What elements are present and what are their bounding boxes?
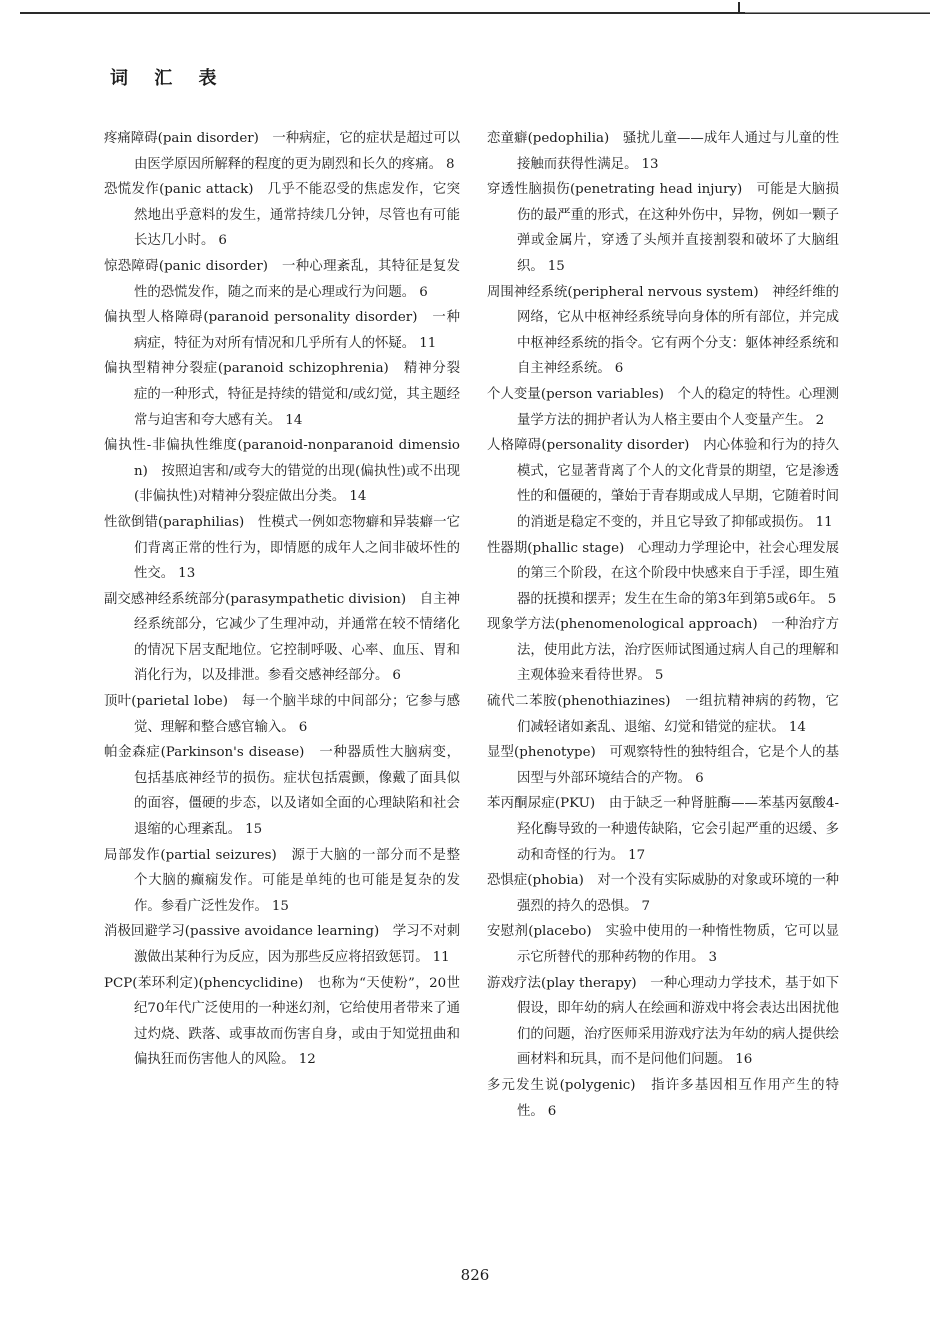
entry-chapter-ref: 12 xyxy=(298,1052,316,1068)
glossary-entry xyxy=(104,126,460,177)
entry-term: 显型(phenotype) xyxy=(487,745,596,761)
entry-definition: 一种病症，特征为对所有情况和几乎所有人的怀疑。 xyxy=(134,310,461,351)
entry-definition: 自主神经系统部分，它减少了生理冲动，并通常在较不情绪化的情况下居支配地位。它控制呼吸、心率、血压、胃和消化行为，以及排泄。参看交感神经部分。 xyxy=(134,591,460,684)
entry-chapter-ref: 6 xyxy=(547,1103,557,1119)
glossary-entry xyxy=(104,433,460,510)
entry-chapter-ref: 11 xyxy=(815,514,833,530)
entry-definition: 可能是大脑损伤的最严重的形式，在这种外伤中，异物，例如一颗子弹或金属片，穿透了头颅并直接割裂和破坏了大脑组织。 xyxy=(517,182,840,274)
entry-chapter-ref: 6 xyxy=(695,770,704,786)
page-number: 826 xyxy=(460,1266,490,1284)
page-title: 词 汇 表 xyxy=(110,68,227,89)
entry-chapter-ref: 16 xyxy=(735,1052,753,1068)
entry-definition: 一组抗精神病的药物，它们减轻诸如紊乱、退缩、幻觉和错觉的症状。 xyxy=(517,694,840,735)
glossary-entry xyxy=(487,868,839,919)
glossary-entry xyxy=(487,971,839,1073)
entry-term: 恋童癖(pedophilia) xyxy=(487,131,610,146)
glossary-entry xyxy=(487,382,839,433)
entry-definition: 心理动力学理论中，社会心理发展的第三个阶段，在这个阶段中快感来自于手淫，即生殖器的抚摸和摆弄；发生在生命的第3年到第5或6年。 xyxy=(517,540,840,607)
entry-chapter-ref: 14 xyxy=(788,719,806,735)
entry-term: 偏执型人格障碍(paranoid personality disorder) xyxy=(104,310,418,326)
entry-definition: 内心体验和行为的持久模式，它显著背离了个人的文化背景的期望，它是渗透性的和僵硬的，肇始于青春期或成人早期，它随着时间的消逝是稳定不变的，并且它导致了抑郁或损伤。 xyxy=(517,438,840,530)
entry-term: 副交感神经系统部分(parasympathetic division) xyxy=(104,591,407,607)
entry-term: 消极回避学习(passive avoidance learning) xyxy=(104,924,380,940)
glossary-entry xyxy=(487,433,839,535)
entry-chapter-ref: 6 xyxy=(218,233,227,249)
entry-definition: 神经纤维的网络，它从中枢神经系统导向身体的所有部位，并完成中枢神经系统的指令。它有两个分支：躯体神经系统和自主神经系统。 xyxy=(517,284,840,377)
entry-term: 现象学方法(phenomenological approach) xyxy=(487,617,758,633)
entry-definition: 实验中使用的一种惰性物质，它可以显示它所替代的那种药物的作用。 xyxy=(517,924,839,965)
glossary-entry xyxy=(487,1073,839,1124)
glossary-entry xyxy=(104,510,460,587)
glossary-entry xyxy=(487,177,839,279)
entry-definition: 骚扰儿童——成年人通过与儿童的性接触而获得性满足。 xyxy=(517,131,840,172)
entry-term: 安慰剂(placebo) xyxy=(487,924,592,940)
entry-term: 性器期(phallic stage) xyxy=(487,540,625,556)
glossary-entry xyxy=(487,536,839,613)
glossary-entry xyxy=(487,919,839,970)
top-rule-thin xyxy=(745,12,930,13)
entry-definition: 一种心理动力学技术，基于如下假设，即年幼的病人在绘画和游戏中将会表达出困扰他们的问题，治疗医师采用游戏疗法为年幼的病人提供绘画材料和玩具，而不是问他们问题。 xyxy=(517,975,839,1068)
entry-chapter-ref: 7 xyxy=(641,898,651,914)
entry-chapter-ref: 13 xyxy=(178,566,196,582)
entry-definition: 一种治疗方法，使用此方法，治疗医师试图通过病人自己的理解和主观体验来看待世界。 xyxy=(517,617,840,684)
entry-chapter-ref: 2 xyxy=(815,412,825,428)
entry-chapter-ref: 11 xyxy=(432,950,450,965)
entry-definition: 个人的稳定的特性。心理测量学方法的拥护者认为人格主要由个人变量产生。 xyxy=(517,386,840,428)
entry-definition: 对一个没有实际威胁的对象或环境的一种强烈的持久的恐惧。 xyxy=(517,873,840,914)
entry-term: 穿透性脑损伤(penetrating head injury) xyxy=(487,182,743,198)
entry-term: 顶叶(parietal lobe) xyxy=(104,694,228,710)
entry-chapter-ref: 6 xyxy=(392,668,401,684)
entry-term: 苯丙酮尿症(PKU) xyxy=(487,796,596,812)
entry-term: 惊恐障碍(panic disorder) xyxy=(104,258,268,274)
entry-term: 人格障碍(personality disorder) xyxy=(487,438,690,454)
entry-chapter-ref: 15 xyxy=(547,258,565,274)
entry-chapter-ref: 15 xyxy=(245,822,263,838)
entry-chapter-ref: 11 xyxy=(419,335,437,351)
entry-term: 游戏疗法(play therapy) xyxy=(487,975,637,991)
glossary-entry xyxy=(487,280,839,382)
glossary-left-column xyxy=(104,126,460,1073)
entry-term: 偏执型精神分裂症(paranoid schizophrenia) xyxy=(104,361,389,377)
entry-term: 恐惧症(phobia) xyxy=(487,873,584,889)
entry-definition: 性模式一例如恋物癖和异装癖一它们背离正常的性行为，即情愿的成年人之间非破坏性的性交。 xyxy=(134,514,461,582)
entry-chapter-ref: 14 xyxy=(285,412,303,428)
glossary-entry xyxy=(487,689,839,740)
top-tick-mark xyxy=(738,2,740,14)
entry-definition: 由于缺乏一种肾脏酶——苯基丙氨酸4-羟化酶导致的一种遗传缺陷，它会引起严重的迟缓、多动和奇怪的行为。 xyxy=(517,796,839,863)
entry-chapter-ref: 5 xyxy=(654,668,664,684)
glossary-entry xyxy=(487,126,839,177)
glossary-entry xyxy=(487,740,839,791)
entry-chapter-ref: 8 xyxy=(445,156,455,172)
entry-definition: 可观察特性的独特组合，它是个人的基因型与外部环境结合的产物。 xyxy=(517,745,840,786)
entry-chapter-ref: 14 xyxy=(349,489,367,505)
glossary-entry xyxy=(104,740,460,842)
entry-definition: 源于大脑的一部分而不是整个大脑的癫痫发作。可能是单纯的也可能是复杂的发作。参看广泛性发作。 xyxy=(134,847,461,914)
entry-chapter-ref: 6 xyxy=(298,719,308,735)
entry-chapter-ref: 6 xyxy=(419,284,428,300)
entry-definition: 指许多基因相互作用产生的特性。 xyxy=(517,1077,840,1119)
entry-definition: 每一个脑半球的中间部分；它参与感觉、理解和整合感官输入。 xyxy=(134,694,461,735)
glossary-entry xyxy=(104,356,460,433)
entry-term: 恐慌发作(panic attack) xyxy=(104,182,254,198)
entry-chapter-ref: 5 xyxy=(827,591,837,607)
glossary-entry xyxy=(104,689,460,740)
entry-chapter-ref: 15 xyxy=(271,898,289,914)
glossary-entry xyxy=(104,177,460,254)
entry-definition: 一种病症，它的症状是超过可以由医学原因所解释的程度的更为剧烈和长久的疼痛。 xyxy=(134,131,460,172)
entry-term: 性欲倒错(paraphilias) xyxy=(104,514,245,530)
entry-definition: 一种心理紊乱，其特征是复发性的恐慌发作，随之而来的是心理或行为问题。 xyxy=(134,258,460,300)
entry-term: 偏执性-非偏执性维度(paranoid-nonparanoid dimension) xyxy=(104,438,460,479)
entry-chapter-ref: 13 xyxy=(641,156,659,172)
glossary-right-column xyxy=(487,126,839,1124)
glossary-entry xyxy=(104,843,460,920)
entry-term: 疼痛障碍(pain disorder) xyxy=(104,131,259,146)
entry-chapter-ref: 17 xyxy=(628,847,646,863)
glossary-entry xyxy=(487,612,839,689)
entry-definition: 精神分裂症的一种形式，特征是持续的错觉和/或幻觉，其主题经常与迫害和夸大感有关。 xyxy=(134,361,460,428)
entry-definition: 几乎不能忍受的焦虑发作，它突然地出乎意料的发生，通常持续几分钟，尽管也有可能长达几小时。 xyxy=(134,182,461,249)
glossary-entry xyxy=(104,971,460,1073)
glossary-entry xyxy=(104,254,460,305)
entry-term: 个人变量(person variables) xyxy=(487,386,664,402)
glossary-entry xyxy=(104,919,460,970)
entry-chapter-ref: 3 xyxy=(708,950,717,965)
entry-definition: 也称为“天使粉”，20世纪70年代广泛使用的一种迷幻剂，它给使用者带来了通过灼烧、跌落、或事故而伤害自身，或由于知觉扭曲和偏执狂而伤害他人的风险。 xyxy=(134,975,460,1068)
glossary-entry xyxy=(104,587,460,689)
entry-term: 周围神经系统(peripheral nervous system) xyxy=(487,284,759,300)
entry-term: 硫代二苯胺(phenothiazines) xyxy=(487,694,671,710)
entry-definition: 一种器质性大脑病变，包括基底神经节的损伤。症状包括震颤，像戴了面具似的面容，僵硬的步态，以及诸如全面的心理缺陷和社会退缩的心理紊乱。 xyxy=(134,745,461,838)
entry-definition: 按照迫害和/或夸大的错觉的出现(偏执性)或不出现(非偏执性)对精神分裂症做出分类。 xyxy=(134,463,461,505)
entry-term: PCP(苯环利定)(phencyclidine) xyxy=(104,975,304,991)
glossary-entry xyxy=(104,305,460,356)
entry-chapter-ref: 6 xyxy=(614,361,624,377)
glossary-entry xyxy=(487,791,839,868)
entry-term: 帕金森症(Parkinson's disease) xyxy=(104,745,305,761)
entry-term: 多元发生说(polygenic) xyxy=(487,1077,636,1093)
entry-definition: 学习不对刺激做出某种行为反应，因为那些反应将招致惩罚。 xyxy=(134,924,460,965)
entry-term: 局部发作(partial seizures) xyxy=(104,847,277,863)
